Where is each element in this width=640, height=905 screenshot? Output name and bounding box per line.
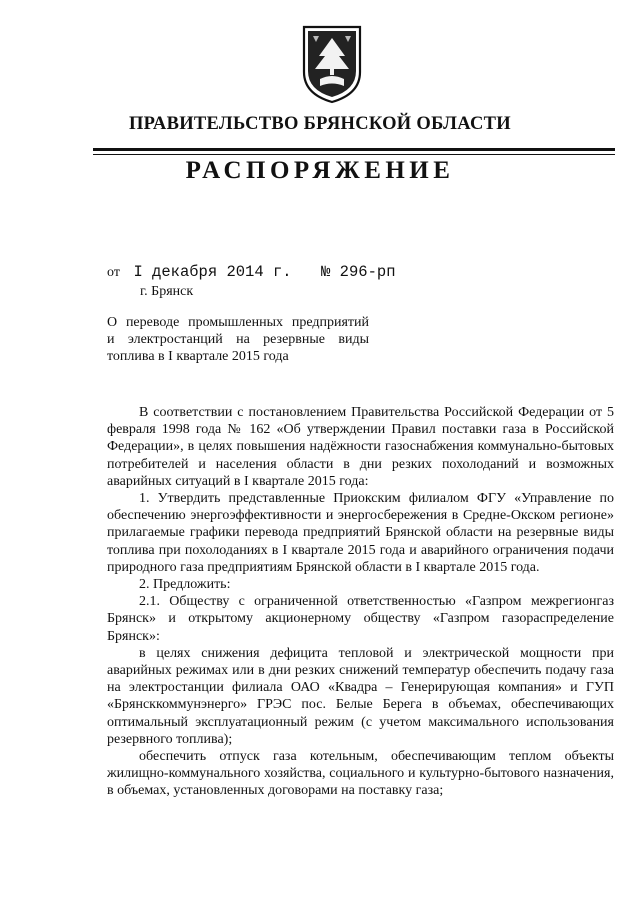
item-2-1-b-paragraph: обеспечить отпуск газа котельным, обеспечивающим теплом объекты жилищно-коммунального хозяйства, социального и культурно-бытового назначения, в объемах, установленных договорами на поставку газа; — [107, 749, 614, 799]
document-date: I декабря 2014 г. — [133, 263, 292, 281]
item-2-1-a-paragraph: в целях снижения дефицита тепловой и электрической мощности при аварийных режимах или в дни резких снижений температур обеспечить подачу газа на электростанции филиала ОАО «Квадра – Генерирующая компания» и ГУП «Брянсккоммунэнерго» ГРЭС пос. Белые Берега в объемах, обеспечивающих оптимальный эксплуатационный режим (с учетом максимального использования резервного топлива); — [107, 645, 614, 747]
item-2-1-paragraph: 2.1. Обществу с ограниченной ответственностью «Газпром межрегионгаз Брянск» и открытому акционерному обществу «Газпром газораспределение Брянск»: — [107, 594, 614, 644]
document-body — [107, 404, 614, 800]
document-type-title: РАСПОРЯЖЕНИЕ — [185, 157, 455, 184]
item-1-paragraph: 1. Утвердить представленные Приокским филиалом ФГУ «Управление по обеспечению энергоэффективности и энергосбережения в Средне-Окском регионе» прилагаемые графики перевода предприятий Брянской области на резервные виды топлива при похолоданиях в I квартале 2015 года и аварийного ограничения подачи природного газа предприятиям Брянской области в I квартале 2015 года. — [107, 491, 614, 575]
document-subject — [107, 314, 369, 366]
document-number: № 296-рп — [321, 263, 396, 281]
header-rule-thick — [93, 148, 615, 151]
date-line — [107, 263, 396, 281]
subject-line: топлива в I квартале 2015 года — [107, 349, 289, 365]
government-title: ПРАВИТЕЛЬСТВО БРЯНСКОЙ ОБЛАСТИ — [128, 114, 511, 134]
document-city: г. Брянск — [140, 284, 194, 299]
header-rule-thin — [93, 154, 615, 155]
preamble-paragraph: В соответствии с постановлением Правительства Российской Федерации от 5 февраля 1998 года № 162 «Об утверждении Правил поставки газа в Российской Федерации», в целях повышения надёжности газоснабжения коммунально-бытовых потребителей и населения области в дни резких похолоданий и возможных аварийных ситуаций в I квартале 2015 года: — [107, 405, 614, 489]
from-label: от — [107, 265, 120, 280]
subject-line: О переводе промышленных предприятий — [107, 315, 369, 330]
subject-line: и электростанций на резервные виды — [107, 332, 369, 348]
bryansk-coat-of-arms-icon — [301, 24, 363, 104]
item-2-paragraph: 2. Предложить: — [139, 577, 231, 593]
